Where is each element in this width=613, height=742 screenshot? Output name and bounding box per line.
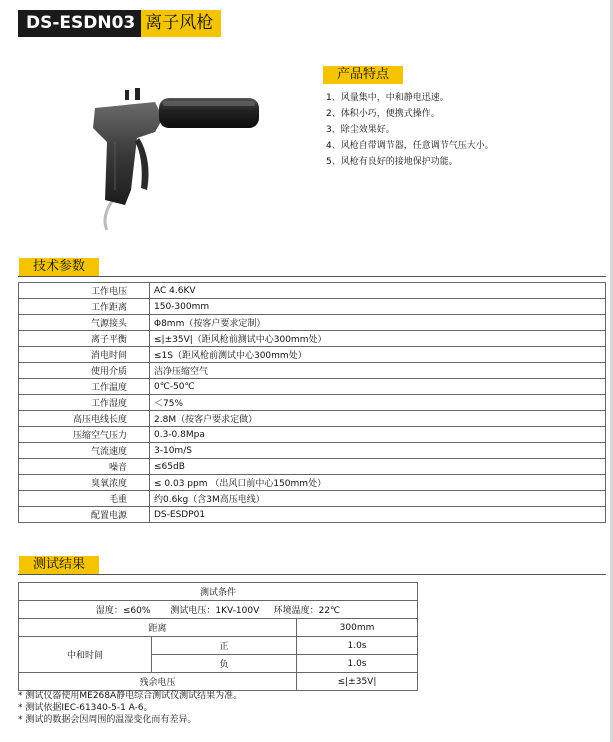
note-item: * 测试的数据会因周围的温湿变化而有差异。 xyxy=(18,715,197,725)
table-row xyxy=(19,395,606,411)
product-name: 离子风枪 xyxy=(141,10,221,37)
table-row xyxy=(19,491,606,507)
spec-label: 离子平衡 xyxy=(19,331,150,347)
spec-value: 约0.6kg（含3M高压电线） xyxy=(150,491,606,507)
spec-label: 臭氧浓度 xyxy=(19,475,150,491)
feature-item: 4、风枪自带调节器，任意调节气压大小。 xyxy=(326,141,494,151)
features-title: 产品特点 xyxy=(323,66,403,84)
spec-label: 消电时间 xyxy=(19,347,150,363)
spec-label: 毛重 xyxy=(19,491,150,507)
spec-label: 工作距离 xyxy=(19,299,150,315)
spec-value: 0℃-50℃ xyxy=(150,379,606,395)
spec-value: DS-ESDP01 xyxy=(150,507,606,523)
specs-table xyxy=(18,282,606,523)
section-divider xyxy=(18,574,606,575)
table-row xyxy=(19,315,606,331)
results-title: 测试结果 xyxy=(19,556,99,574)
table-row xyxy=(19,443,606,459)
negative-value: 1.0s xyxy=(297,655,418,673)
spec-label: 气流速度 xyxy=(19,443,150,459)
spec-label: 高压电线长度 xyxy=(19,411,150,427)
spec-label: 工作电压 xyxy=(19,283,150,299)
table-row xyxy=(19,427,606,443)
spec-value: 2.8M（按客户要求定做） xyxy=(150,411,606,427)
feature-item: 1、风量集中，中和静电迅速。 xyxy=(326,93,449,103)
table-row xyxy=(19,331,606,347)
features-list xyxy=(326,90,494,170)
spec-value: ≤1S（距风枪前测试中心300mm处） xyxy=(150,347,606,363)
spec-label: 工作温度 xyxy=(19,379,150,395)
test-notes xyxy=(18,690,242,726)
note-item: * 测试依据IEC-61340-5-1 A-6。 xyxy=(18,703,153,713)
table-row xyxy=(19,283,606,299)
feature-item: 5、风枪有良好的接地保护功能。 xyxy=(326,157,458,167)
distance-value: 300mm xyxy=(297,619,418,637)
positive-label: 正 xyxy=(152,637,297,655)
spec-value: ≤|±35V|（距风枪前测试中心300mm处） xyxy=(150,331,606,347)
neutral-time-label: 中和时间 xyxy=(19,637,152,673)
spec-value: Φ8mm（按客户要求定制） xyxy=(150,315,606,331)
spec-label: 噪音 xyxy=(19,459,150,475)
spec-value: 洁净压缩空气 xyxy=(150,363,606,379)
spec-label: 配置电源 xyxy=(19,507,150,523)
spec-value: ≤65dB xyxy=(150,459,606,475)
table-row xyxy=(19,619,418,637)
product-title xyxy=(18,10,221,37)
table-row xyxy=(19,459,606,475)
feature-item: 3、除尘效果好。 xyxy=(326,125,395,135)
note-item: * 测试仪器使用ME268A静电综合测试仪测试结果为准。 xyxy=(18,691,243,701)
positive-value: 1.0s xyxy=(297,637,418,655)
spec-value: AC 4.6KV xyxy=(150,283,606,299)
distance-label: 距离 xyxy=(19,619,297,637)
product-code: DS-ESDN03 xyxy=(18,10,141,37)
residual-voltage-value: ≤|±35V| xyxy=(297,673,418,691)
section-divider xyxy=(18,276,606,277)
conditions-header: 测试条件 xyxy=(19,583,418,601)
ion-air-gun-image xyxy=(85,80,265,230)
table-row xyxy=(19,601,418,619)
spec-label: 使用介质 xyxy=(19,363,150,379)
table-row xyxy=(19,299,606,315)
negative-label: 负 xyxy=(152,655,297,673)
table-row xyxy=(19,411,606,427)
table-row xyxy=(19,363,606,379)
table-row xyxy=(19,379,606,395)
table-row xyxy=(19,673,418,691)
spec-value: 150-300mm xyxy=(150,299,606,315)
results-table xyxy=(18,582,418,691)
spec-label: 气源接头 xyxy=(19,315,150,331)
table-row xyxy=(19,637,418,655)
table-row xyxy=(19,583,418,601)
spec-value: ≤ 0.03 ppm （出风口前中心150mm处） xyxy=(150,475,606,491)
spec-value: 0.3-0.8Mpa xyxy=(150,427,606,443)
feature-item: 2、体积小巧，便携式操作。 xyxy=(326,109,440,119)
specs-title: 技术参数 xyxy=(19,258,99,276)
residual-voltage-label: 残余电压 xyxy=(19,673,297,691)
spec-value: 3-10m/S xyxy=(150,443,606,459)
spec-label: 工作湿度 xyxy=(19,395,150,411)
spec-value: ＜75% xyxy=(150,395,606,411)
table-row xyxy=(19,347,606,363)
table-row xyxy=(19,475,606,491)
conditions-values: 湿度：≤60% 测试电压：1KV-100V 环境温度：22℃ xyxy=(19,601,418,619)
spec-label: 压缩空气压力 xyxy=(19,427,150,443)
table-row xyxy=(19,507,606,523)
